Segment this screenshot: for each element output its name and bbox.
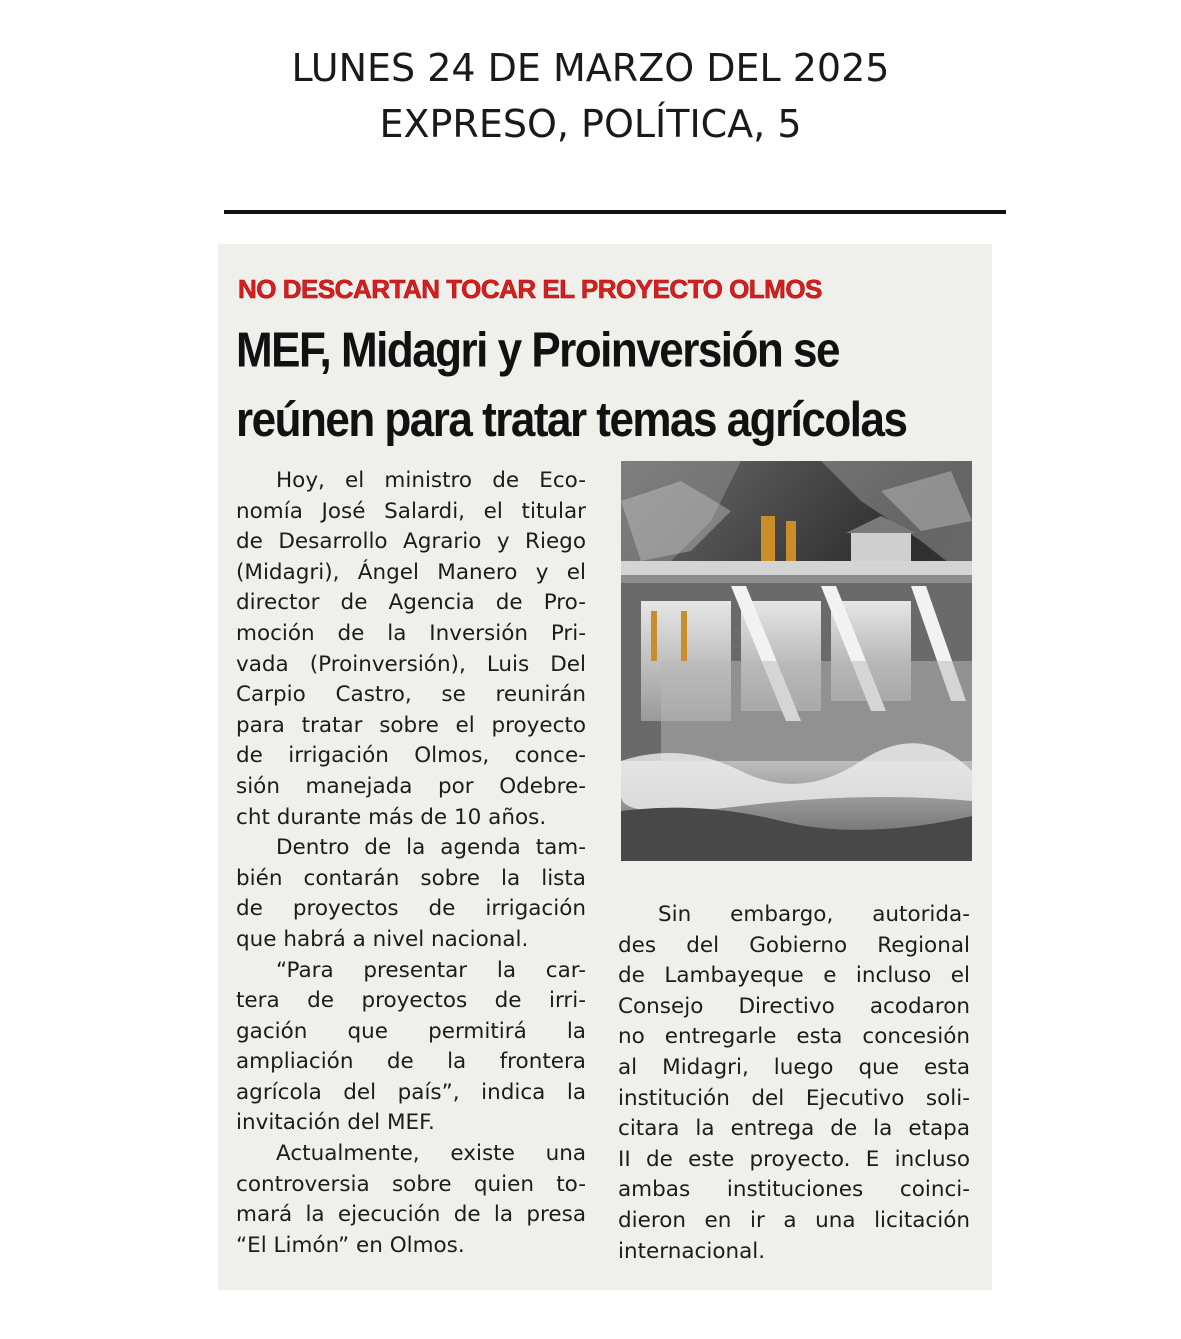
text-line: ampliación de la frontera: [236, 1049, 586, 1075]
paragraph: [236, 956, 586, 1140]
text-line: des del Gobierno Regional: [618, 932, 970, 958]
text-line: de Lambayeque e incluso el: [618, 963, 970, 989]
newspaper-clipping: [218, 244, 992, 1290]
text-line: de irrigación Olmos, conce-: [236, 743, 586, 769]
text-line: gación que permitirá la: [236, 1018, 586, 1044]
paragraph: [236, 833, 586, 955]
kicker: NO DESCARTAN TOCAR EL PROYECTO OLMOS: [238, 274, 822, 304]
text-line: para tratar sobre el proyecto: [236, 712, 586, 738]
dam-spillway-photo: [621, 461, 972, 861]
text-line: citara la entrega de la etapa: [618, 1116, 970, 1142]
text-line: director de Agencia de Pro-: [236, 590, 586, 616]
paragraph: [236, 466, 586, 833]
text-line: Consejo Directivo acodaron: [618, 993, 970, 1019]
left-column: [236, 466, 586, 1261]
paragraph: [236, 1139, 586, 1261]
text-line: al Midagri, luego que esta: [618, 1054, 970, 1080]
photo-illustration: [621, 461, 972, 861]
text-line: Actualmente, existe una: [276, 1141, 586, 1167]
text-line: tera de proyectos de irri-: [236, 988, 586, 1014]
clipping-header: [0, 40, 1181, 152]
text-line: bién contarán sobre la lista: [236, 865, 586, 891]
headline-line: MEF, Midagri y Proinversión se: [236, 322, 839, 378]
text-line: (Midagri), Ángel Manero y el: [236, 559, 586, 585]
right-column: [618, 900, 970, 1267]
text-line: Hoy, el ministro de Eco-: [276, 468, 586, 493]
text-line: Sin embargo, autorida-: [658, 902, 970, 927]
text-line: nomía José Salardi, el titular: [236, 498, 586, 524]
text-line: mará la ejecución de la presa: [236, 1202, 586, 1228]
text-line: de proyectos de irrigación: [236, 896, 586, 922]
text-line: que habrá a nivel nacional.: [236, 926, 529, 952]
text-line: cht durante más de 10 años.: [236, 804, 547, 830]
text-line: de Desarrollo Agrario y Riego: [236, 529, 586, 555]
text-line: “Para presentar la car-: [276, 957, 586, 983]
text-line: moción de la Inversión Pri-: [236, 620, 586, 646]
text-line: controversia sobre quien to-: [236, 1171, 586, 1197]
text-line: Carpio Castro, se reunirán: [236, 682, 586, 708]
text-line: “El Limón” en Olmos.: [236, 1232, 465, 1258]
text-line: sión manejada por Odebre-: [236, 773, 586, 799]
date-line: LUNES 24 DE MARZO DEL 2025: [291, 46, 890, 90]
headline: [236, 316, 981, 455]
paragraph: [618, 900, 970, 1267]
text-line: internacional.: [618, 1238, 766, 1264]
source-line: EXPRESO, POLÍTICA, 5: [379, 102, 802, 146]
text-line: Dentro de la agenda tam-: [276, 835, 586, 861]
headline-line: reúnen para tratar temas agrícolas: [236, 392, 907, 448]
text-line: no entregarle esta concesión: [618, 1024, 970, 1050]
text-line: vada (Proinversión), Luis Del: [236, 651, 586, 677]
top-rule: [224, 210, 1006, 214]
text-line: dieron en ir a una licitación: [618, 1207, 970, 1233]
text-line: invitación del MEF.: [236, 1110, 435, 1136]
text-line: institución del Ejecutivo soli-: [618, 1085, 970, 1111]
text-line: ambas instituciones coinci-: [618, 1177, 970, 1203]
text-line: II de este proyecto. E incluso: [618, 1146, 970, 1172]
text-line: agrícola del país”, indica la: [236, 1079, 586, 1105]
